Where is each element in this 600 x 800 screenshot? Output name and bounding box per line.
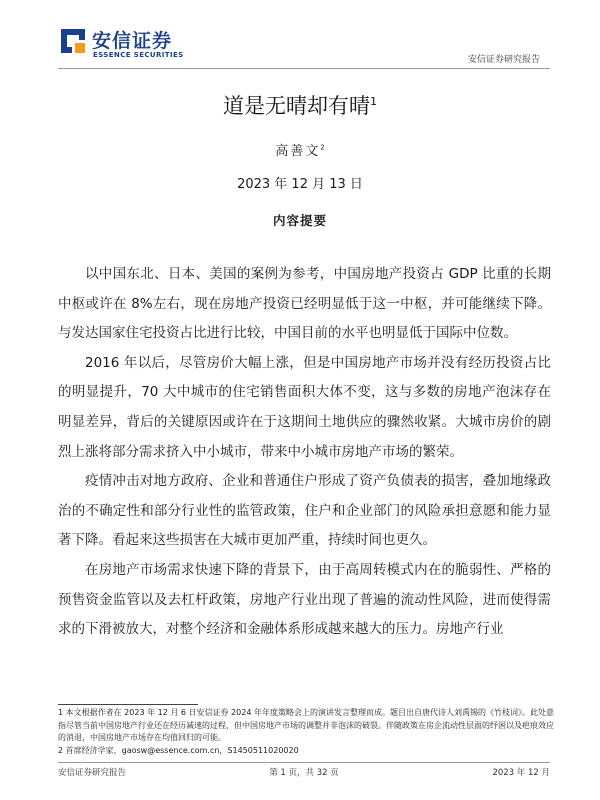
footnotes bbox=[58, 707, 558, 757]
title-text: 道是无晴却有晴 bbox=[223, 94, 370, 118]
header-divider bbox=[58, 68, 550, 69]
abstract-body bbox=[58, 260, 551, 645]
footer-date: 2023 年 12 月 bbox=[492, 768, 550, 778]
logo-chinese-name: 安信证券 bbox=[92, 30, 173, 52]
title-footnote-marker[interactable]: 1 bbox=[370, 95, 377, 108]
author-name: 高善文 bbox=[275, 144, 321, 159]
author-footnote-marker[interactable]: 2 bbox=[320, 143, 325, 152]
paragraph-4: 在房地产市场需求快速下降的背景下，由于高周转模式内在的脆弱性、严格的预售资金监管以及去杠杆政策，房地产行业出现了普遍的流动性风险，进而使得需求的下滑被放大，对整个经济和金融体系形成越来越大的压力。房地产行业 bbox=[58, 561, 551, 638]
report-date: 2023 年 12 月 13 日 bbox=[237, 177, 363, 192]
footer-report-type: 安信证券研究报告 bbox=[58, 768, 127, 778]
logo-english-name: ESSENCE SECURITIES bbox=[93, 51, 184, 59]
report-title bbox=[0, 90, 600, 120]
footnote-divider bbox=[58, 704, 198, 705]
paragraph-1: 以中国东北、日本、美国的案例为参考，中国房地产投资占 GDP 比重的长期中枢或许在 8%左右，现在房地产投资已经明显低于这一中枢，并可能继续下降。与发达国家住宅投资占比进行比较，中国目前的水平也明显低于国际中位数。 bbox=[58, 266, 551, 342]
report-type-label: 安信证券研究报告 bbox=[467, 55, 540, 65]
author-line bbox=[0, 140, 600, 159]
footer-divider bbox=[58, 762, 550, 763]
paragraph-2: 2016 年以后，尽管房价大幅上涨，但是中国房地产市场并没有经历投资占比的明显提升，70 大中城市的住宅销售面积大体不变，这与多数的房地产泡沫存在明显差异，背后的关键原因或许在于这期间土地供应的骤然收紧。大城市房价的剧烈上涨将部分需求挤入中小城市，带来中小城市房地产市场的繁荣。 bbox=[58, 354, 551, 460]
page-number: 第 1 页，共 32 页 bbox=[269, 768, 339, 778]
footnote-2: 2 首席经济学家，gaosw@essence.com.cn，S1450511020020 bbox=[58, 745, 299, 755]
essence-logo-icon bbox=[58, 26, 88, 56]
footnote-1: 1 本文根据作者在 2023 年 12 月 6 日安信证券 2024 年年度策略会上的演讲发言整理而成。题目出自唐代诗人刘禹锡的《竹枝词》。此处意指尽管当前中国房地产行业还在经历减速的过程，但中国房地产市场的调整并非泡沫的破裂。伴随政策在房企流动性层面的纾困以及疤痕效应的消退，中国房地产市场存在均值回归的可能。 bbox=[58, 708, 554, 742]
paragraph-3: 疫情冲击对地方政府、企业和普通住户形成了资产负债表的损害，叠加地缘政治的不确定性和部分行业性的监管政策，住户和企业部门的风险承担意愿和能力显著下降。看起来这些损害在大城市更加严重，持续时间也更久。 bbox=[58, 473, 551, 549]
abstract-heading: 内容提要 bbox=[272, 213, 327, 228]
